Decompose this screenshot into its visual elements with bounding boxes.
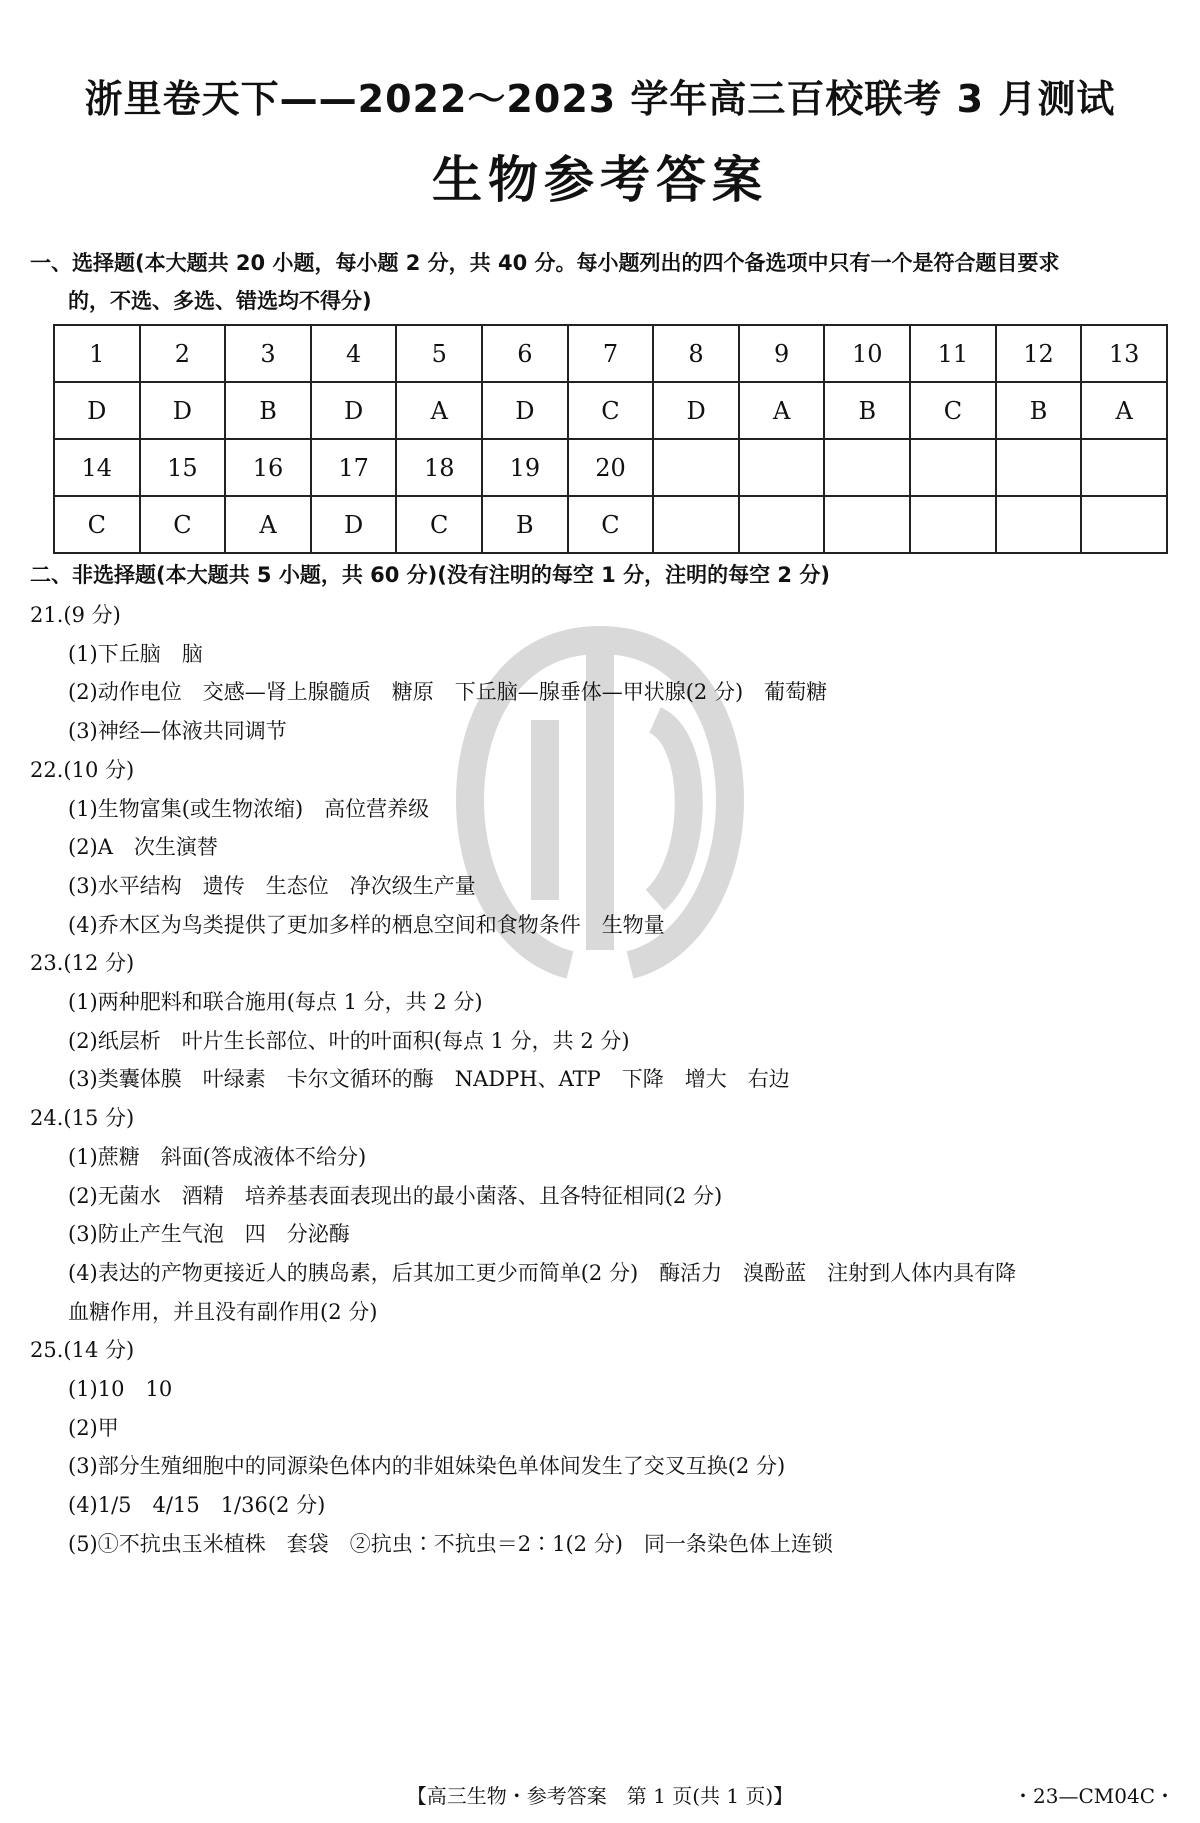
- q25-answer-4: (4)1/5 4/15 1/36(2 分): [68, 1493, 326, 1518]
- q25-header: 25.(14 分): [30, 1338, 135, 1363]
- empty-cell: [996, 439, 1082, 496]
- empty-cell: [739, 496, 825, 553]
- question-number: 15: [140, 439, 226, 496]
- empty-cell: [824, 439, 910, 496]
- q22-answer-2: (2)A 次生演替: [68, 835, 218, 860]
- q24-header: 24.(15 分): [30, 1106, 135, 1131]
- empty-cell: [653, 496, 739, 553]
- footer-code: ・23—CM04C・: [1013, 1784, 1175, 1808]
- q21-header: 21.(9 分): [30, 603, 121, 627]
- question-number: 6: [482, 325, 568, 382]
- answer-cell: B: [225, 382, 311, 439]
- q25-answer-1: (1)10 10: [68, 1377, 173, 1402]
- answer-cell: C: [140, 496, 226, 553]
- empty-cell: [910, 439, 996, 496]
- empty-cell: [910, 496, 996, 553]
- question-number: 12: [996, 325, 1082, 382]
- question-number: 9: [739, 325, 825, 382]
- question-number: 19: [482, 439, 568, 496]
- q25-answer-2: (2)甲: [68, 1415, 119, 1440]
- question-number: 5: [396, 325, 482, 382]
- answer-cell: A: [396, 382, 482, 439]
- q22-answer-1: (1)生物富集(或生物浓缩) 高位营养级: [68, 796, 430, 821]
- q25-answer-5: (5)①不抗虫玉米植株 套袋 ②抗虫∶不抗虫＝2∶1(2 分) 同一条染色体上连锁: [68, 1531, 833, 1556]
- question-number: 16: [225, 439, 311, 496]
- answer-cell: C: [910, 382, 996, 439]
- question-number: 13: [1081, 325, 1167, 382]
- empty-cell: [739, 439, 825, 496]
- answer-cell: C: [568, 496, 654, 553]
- section2-heading: 二、非选择题(本大题共 5 小题，共 60 分)(没有注明的每空 1 分，注明的每空 2 分): [30, 563, 830, 587]
- answer-cell: D: [653, 382, 739, 439]
- question-number: 14: [54, 439, 140, 496]
- q22-answer-3: (3)水平结构 遗传 生态位 净次级生产量: [68, 873, 476, 898]
- q23-answer-1: (1)两种肥料和联合施用(每点 1 分，共 2 分): [68, 990, 483, 1015]
- q21-answer-2: (2)动作电位 交感—肾上腺髓质 糖原 下丘脑—腺垂体—甲状腺(2 分) 葡萄糖: [68, 680, 828, 705]
- answer-table: [53, 324, 1168, 554]
- document-subtitle: 生物参考答案: [432, 151, 768, 209]
- empty-cell: [1081, 496, 1167, 553]
- empty-cell: [653, 439, 739, 496]
- answer-cell: B: [824, 382, 910, 439]
- q22-header: 22.(10 分): [30, 757, 135, 782]
- question-number: 10: [824, 325, 910, 382]
- answers-body: [30, 596, 1180, 1564]
- answer-cell: B: [482, 496, 568, 553]
- answer-cell: D: [311, 382, 397, 439]
- answer-cell: D: [311, 496, 397, 553]
- footer-page-label: 【高三生物・参考答案 第 1 页(共 1 页)】: [406, 1784, 794, 1808]
- q21-answer-1: (1)下丘脑 脑: [68, 641, 203, 666]
- answer-cell: D: [54, 382, 140, 439]
- section1-heading-line1: 一、选择题(本大题共 20 小题，每小题 2 分，共 40 分。每小题列出的四个备选项中只有一个是符合题目要求: [30, 251, 1060, 275]
- question-number: 4: [311, 325, 397, 382]
- answer-cell: D: [140, 382, 226, 439]
- q23-answer-3: (3)类囊体膜 叶绿素 卡尔文循环的酶 NADPH、ATP 下降 增大 右边: [68, 1067, 790, 1092]
- section1-heading: [30, 244, 1180, 320]
- q24-answer-4-line2: 血糖作用，并且没有副作用(2 分): [68, 1299, 378, 1324]
- q25-answer-3: (3)部分生殖细胞中的同源染色体内的非姐妹染色单体间发生了交叉互换(2 分): [68, 1454, 786, 1479]
- document-title: 浙里卷天下——2022～2023 学年高三百校联考 3 月测试: [84, 77, 1116, 121]
- question-number: 7: [568, 325, 654, 382]
- table-row-numbers-1: [54, 325, 1167, 382]
- q22-answer-4: (4)乔木区为鸟类提供了更加多样的栖息空间和食物条件 生物量: [68, 912, 665, 937]
- table-row-answers-2: [54, 496, 1167, 553]
- question-number: 1: [54, 325, 140, 382]
- question-number: 20: [568, 439, 654, 496]
- question-number: 18: [396, 439, 482, 496]
- empty-cell: [996, 496, 1082, 553]
- answer-cell: D: [482, 382, 568, 439]
- q24-answer-2: (2)无菌水 酒精 培养基表面表现出的最小菌落、且各特征相同(2 分): [68, 1183, 723, 1208]
- question-number: 2: [140, 325, 226, 382]
- q24-answer-3: (3)防止产生气泡 四 分泌酶: [68, 1222, 350, 1247]
- question-number: 17: [311, 439, 397, 496]
- empty-cell: [824, 496, 910, 553]
- answer-cell: A: [739, 382, 825, 439]
- answer-cell: C: [568, 382, 654, 439]
- empty-cell: [1081, 439, 1167, 496]
- question-number: 3: [225, 325, 311, 382]
- q23-answer-2: (2)纸层析 叶片生长部位、叶的叶面积(每点 1 分，共 2 分): [68, 1028, 630, 1053]
- table-row-numbers-2: [54, 439, 1167, 496]
- question-number: 11: [910, 325, 996, 382]
- table-row-answers-1: [54, 382, 1167, 439]
- q23-header: 23.(12 分): [30, 951, 135, 976]
- answer-cell: A: [1081, 382, 1167, 439]
- answer-cell: C: [396, 496, 482, 553]
- answer-cell: C: [54, 496, 140, 553]
- question-number: 8: [653, 325, 739, 382]
- q24-answer-4-line1: (4)表达的产物更接近人的胰岛素，后其加工更少而简单(2 分) 酶活力 溴酚蓝 注射到人体内具有降: [68, 1260, 1017, 1285]
- q24-answer-1: (1)蔗糖 斜面(答成液体不给分): [68, 1144, 367, 1169]
- answer-cell: B: [996, 382, 1082, 439]
- q21-answer-3: (3)神经—体液共同调节: [68, 719, 287, 744]
- section1-heading-line2: 的，不选、多选、错选均不得分): [68, 289, 372, 313]
- answer-cell: A: [225, 496, 311, 553]
